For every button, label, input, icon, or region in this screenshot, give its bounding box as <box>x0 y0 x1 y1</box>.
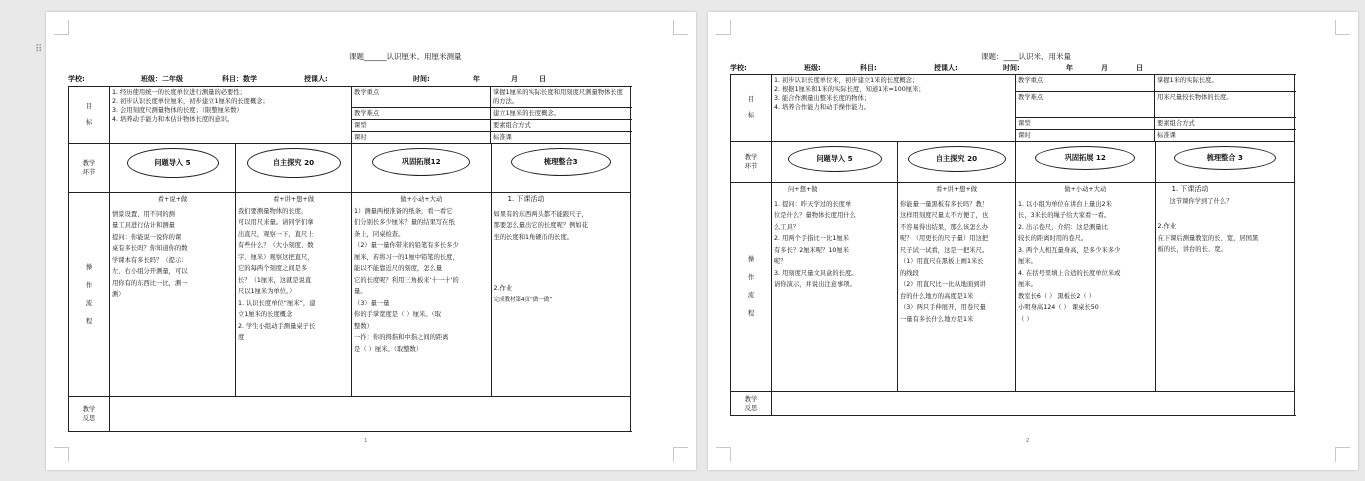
reflect-label: 教学 反思 <box>69 397 110 432</box>
goal-item: 3. 能合作测量出整米长度的物体； <box>774 95 871 102</box>
process-line: 有些什么？（大小刻度、数 <box>238 242 314 249</box>
goals-cell <box>110 87 352 144</box>
process-line: 桌有多长吗？你知道你的数 <box>112 245 188 252</box>
document-page-2 <box>708 12 1358 470</box>
process-line: 这节课你学到了什么？ <box>1169 197 1233 205</box>
process-line: 量。 <box>354 288 367 295</box>
info-key: 教学重点 <box>352 87 491 108</box>
process-head: 问+想+做 <box>788 186 818 193</box>
process-line: 度 <box>238 334 245 341</box>
process-line: 2. 用两个手指比一比1厘米 <box>774 235 849 242</box>
process-line: 1. 提问：昨天学过的长度单 <box>774 200 852 208</box>
process-line: （3）量一量 <box>354 299 390 307</box>
goal-label: 目 标 <box>69 87 110 144</box>
crop-mark <box>716 447 731 462</box>
info-value: 用米尺量较长物体的长度。 <box>1155 92 1295 118</box>
process-line: （2）用直尺比一比从地面到讲 <box>900 281 986 288</box>
process-line: 厘米。 <box>1018 281 1037 288</box>
process-col-2 <box>898 183 1016 392</box>
stage-cell <box>110 144 236 193</box>
process-col-1 <box>110 193 236 397</box>
goal-label: 目 标 <box>731 75 772 142</box>
lesson-title: 课题______认识厘米、用厘米测量 <box>349 52 462 61</box>
process-line: 厘米。 <box>1018 258 1037 265</box>
info-key: 教学难点 <box>1016 92 1155 118</box>
process-line: 3. 两个人相互量身高，是多少米多少 <box>1018 246 1121 254</box>
process-line: 尺子试一试看，这是一把米尺。 <box>900 246 989 254</box>
process-col-3-4 <box>352 193 631 397</box>
teacher-label: 授课人: <box>304 75 328 83</box>
process-head: 看+讲+想+做 <box>935 186 978 193</box>
link-label: 教学 环节 <box>69 144 110 193</box>
info-value: 建立1厘米的长度概念。 <box>491 108 631 120</box>
info-key: 课型 <box>352 120 491 132</box>
process-head: 做+小动+大动 <box>1064 186 1107 193</box>
document-page-1 <box>46 12 696 470</box>
info-value: 掌握1米的实际长度。 <box>1155 75 1295 92</box>
process-line: 提问：你能说一说你的课 <box>112 233 182 241</box>
stage-ellipse: 问题导入 5 <box>788 146 882 172</box>
process-line: 们分别长多少厘米？量的结果写在纸 <box>354 219 455 226</box>
grade-label: 班级: <box>804 64 821 72</box>
process-line: 长？（1厘米，这就是说直 <box>238 276 312 284</box>
stage-sub <box>1016 142 1155 182</box>
lesson-plan-table <box>68 86 631 432</box>
stage-ellipse: 巩固拓展 12 <box>1035 146 1135 170</box>
process-line: 它的长度呢？利用三角板来‘十一十’的 <box>354 276 459 284</box>
info-key: 教学难点 <box>352 108 491 120</box>
lesson-plan-table <box>730 74 1295 416</box>
link-label: 教学 环节 <box>731 142 772 183</box>
process-line: 呢？ <box>774 258 787 265</box>
process-line: 用你有的东西比一比，测一 <box>112 279 188 287</box>
stage-ellipse: 梳理整合 3 <box>1174 146 1276 170</box>
info-key: 课型 <box>1016 118 1155 130</box>
stage-cell <box>772 142 898 183</box>
process-line: （3）两只手伸展开，用卷尺量 <box>900 304 986 311</box>
process-line: 它的每两个刻度之间是多 <box>238 265 308 272</box>
year-label: 年 <box>473 75 480 83</box>
stage-cell <box>236 144 352 193</box>
process-line: 情景设置，用不同的测 <box>112 210 175 218</box>
info-value: 标准课 <box>491 132 631 144</box>
process-line: 长，3米长的绳子给大家看一看。 <box>1018 212 1111 219</box>
process-line: 整数） <box>354 322 373 330</box>
process-line: 你的手掌宽度是（ ）厘米。（取 <box>354 311 442 318</box>
stage-ellipse: 自主探究 20 <box>247 148 341 178</box>
process-line: 你能量一量黑板有多长吗？教！ <box>900 200 989 208</box>
process-line: 条上，同桌检查。 <box>354 230 405 238</box>
process-line: 这样用刻度尺量太不方便了，也 <box>900 212 989 219</box>
process-line: 么工具？ <box>774 223 800 231</box>
process-line: 那要怎么量出它的长度呢？例如花 <box>493 222 588 229</box>
lesson-title: 课题：____认识米、用米量 <box>981 52 1071 61</box>
stage-ellipse: 自主探究 20 <box>908 146 1006 172</box>
process-col-3 <box>352 193 491 396</box>
info-value: 要素组合方式 <box>1155 118 1295 130</box>
subject-label: 科目：数学 <box>222 75 257 83</box>
info-value: 标准课 <box>1155 130 1295 142</box>
time-label: 时间: <box>413 75 430 83</box>
school-label: 学校: <box>730 64 747 72</box>
crop-mark <box>716 20 731 35</box>
process-line: 是（ ）厘米。（取整数） <box>354 345 423 353</box>
process-line: 有多长？2厘米呢？10厘米 <box>774 246 849 254</box>
goal-item: 4. 培养合作能力和动手操作能力。 <box>774 104 871 111</box>
month-label: 月 <box>1101 64 1108 72</box>
crop-mark <box>1335 447 1350 462</box>
process-line: 学课本有多长吗？（提示： <box>112 256 188 264</box>
grade-label: 班级：二年级 <box>141 75 183 83</box>
process-label: 操 作 流 程 <box>69 193 110 397</box>
goal-item: 1. 初步认识长度单位米，初步建立1米的长度概念； <box>774 77 919 84</box>
homework-title: 2.作业 <box>1157 223 1177 230</box>
process-line: 1. 以小组为单位在讲台上量出2米 <box>1018 200 1112 208</box>
process-line: 的线段 <box>900 269 919 277</box>
info-key: 课时 <box>1016 130 1155 142</box>
year-label: 年 <box>1066 64 1073 72</box>
page-number: 2 <box>1026 438 1030 444</box>
homework-detail: 完成教材第4页“做一做” <box>493 296 553 303</box>
info-value: 掌握1厘米的实际长度和用刻度尺测量物体长度的方法。 <box>491 87 631 108</box>
homework-detail: 在下课后测量教室的长、宽，居国黑 <box>1157 234 1259 242</box>
process-label: 操 作 流 程 <box>731 183 772 392</box>
process-line: （ ） <box>1018 315 1033 323</box>
process-col-4 <box>491 193 630 396</box>
process-col-2 <box>236 193 352 397</box>
page-number: 1 <box>364 438 368 444</box>
reflect-cell <box>110 397 631 432</box>
process-line: 左、右小组分开测量，可以 <box>112 268 188 275</box>
process-line: 能以不能靠近尺的刻度，怎么量 <box>354 265 443 272</box>
process-line: 尺以1厘米为单位。） <box>238 288 296 295</box>
goal-item: 2. 初步认识长度单位厘米，初步建立1厘米的长度概念； <box>112 98 269 105</box>
process-line: 字、厘米）观察这把直尺， <box>238 253 314 261</box>
process-col-4 <box>1155 183 1294 391</box>
stage-cell <box>898 142 1016 183</box>
process-line: 一拃：你的拇指和中指之间的距离 <box>354 334 449 341</box>
goals-cell <box>772 75 1016 142</box>
process-line: 教室长6（ ） 黑板长2（ ） <box>1018 292 1096 300</box>
reflect-label: 教学 反思 <box>731 392 772 416</box>
drag-handle-icon[interactable]: ⠿ <box>35 44 44 55</box>
goal-item: 2. 根据1厘米和1米的实际长度，知道1米=100厘米； <box>774 86 925 93</box>
teacher-label: 授课人: <box>934 64 958 72</box>
process-line: 1. 认识长度单位“厘米”，建 <box>238 299 316 307</box>
school-label: 学校: <box>68 75 85 83</box>
process-line: 不容易得出结果，那么该怎么办 <box>900 223 989 231</box>
crop-mark <box>673 447 688 462</box>
day-label: 日 <box>1136 64 1143 72</box>
process-line: 3. 用刻度尺量文具盒的长度。 <box>774 269 858 277</box>
process-line: 较长的距离时用的卷尺。 <box>1018 235 1088 242</box>
process-line: （1）用直尺在黑板上画1米长 <box>900 258 984 265</box>
goal-item: 4. 培养动手能力和本估计物体长度的意识。 <box>112 116 234 123</box>
stage-ellipse: 梳理整合3 <box>511 148 611 176</box>
crop-mark <box>1335 20 1350 35</box>
month-label: 月 <box>511 75 518 83</box>
process-line: 2. 学生小组动手测量桌子长 <box>238 322 316 330</box>
process-line: 请你演示，并说出注意事项。 <box>774 281 856 288</box>
stage-ellipse: 巩固拓展12 <box>372 148 470 176</box>
process-line: 如果有的东西两头都不能跟尺子， <box>493 210 588 218</box>
process-col-1 <box>772 183 898 392</box>
process-line: 小明身高124（ ） 课桌长50 <box>1018 304 1099 311</box>
process-col-3 <box>1016 183 1155 391</box>
process-line: 台的什么地方的高度是1米 <box>900 292 974 300</box>
process-line: 我们要测量物体的长度， <box>238 207 308 215</box>
crop-mark <box>673 20 688 35</box>
info-key: 教学重点 <box>1016 75 1155 92</box>
info-key: 课时 <box>352 132 491 144</box>
process-line: 立1厘米的长度概念 <box>238 311 293 318</box>
process-line: （2）量一量你带来的铅笔有多长多少 <box>354 242 459 249</box>
goal-item: 1. 经历使用统一的长度单位进行测量的必要性； <box>112 89 246 96</box>
reflect-cell <box>772 392 1295 416</box>
process-head: 做+小动+大动 <box>400 196 443 203</box>
stage-cell <box>1016 142 1295 183</box>
homework-title: 2.作业 <box>493 285 513 292</box>
day-label: 日 <box>539 75 546 83</box>
process-line: 量工具进行估计和测量 <box>112 222 175 229</box>
process-line: 呢？（用更长的尺子量）用这把 <box>900 235 989 242</box>
process-line: 1）测量两根准备的纸条，看一看它 <box>354 207 453 215</box>
goal-item: 3. 会用刻度尺测量物体的长度；（限整厘米数） <box>112 107 243 114</box>
stage-cell <box>352 144 631 193</box>
process-line: 位是什么？量物体长度用什么 <box>774 212 856 219</box>
process-line: 坐的长度和1角硬币的长度。 <box>493 233 574 241</box>
stage-ellipse: 问题导入 5 <box>127 148 219 178</box>
process-line: 2. 出示卷尺，介绍：这是测量比 <box>1018 223 1108 231</box>
process-line: 出直尺，观察一下，直尺上 <box>238 230 314 238</box>
time-label: 时间: <box>1003 64 1020 72</box>
process-line: 测） <box>112 291 125 298</box>
process-head: 看+说+做 <box>157 196 188 203</box>
stage-sub <box>1155 142 1294 182</box>
homework-detail: 板的长，讲台的长、宽。 <box>1157 246 1227 253</box>
subject-label: 科目: <box>860 64 877 72</box>
process-head: 看+讲+想+做 <box>272 196 315 203</box>
info-value: 要素组合方式 <box>491 120 631 132</box>
process-line: 可以用尺来量。请同学们拿 <box>238 219 314 226</box>
process-line: 4. 在括号里填上合适的长度单位米或 <box>1018 269 1121 277</box>
process-col-3-4 <box>1016 183 1295 392</box>
stage-sub <box>352 144 491 192</box>
process-line: 一量有多长什么地方是1米 <box>900 315 974 323</box>
process-line: 厘米，若将习一的1厘中铅笔的长度， <box>354 253 459 261</box>
stage-sub <box>491 144 630 192</box>
crop-mark <box>54 447 69 462</box>
crop-mark <box>54 20 69 35</box>
process-line: 1. 下课活动 <box>1171 185 1209 193</box>
process-line: 1. 下课活动 <box>507 195 545 203</box>
